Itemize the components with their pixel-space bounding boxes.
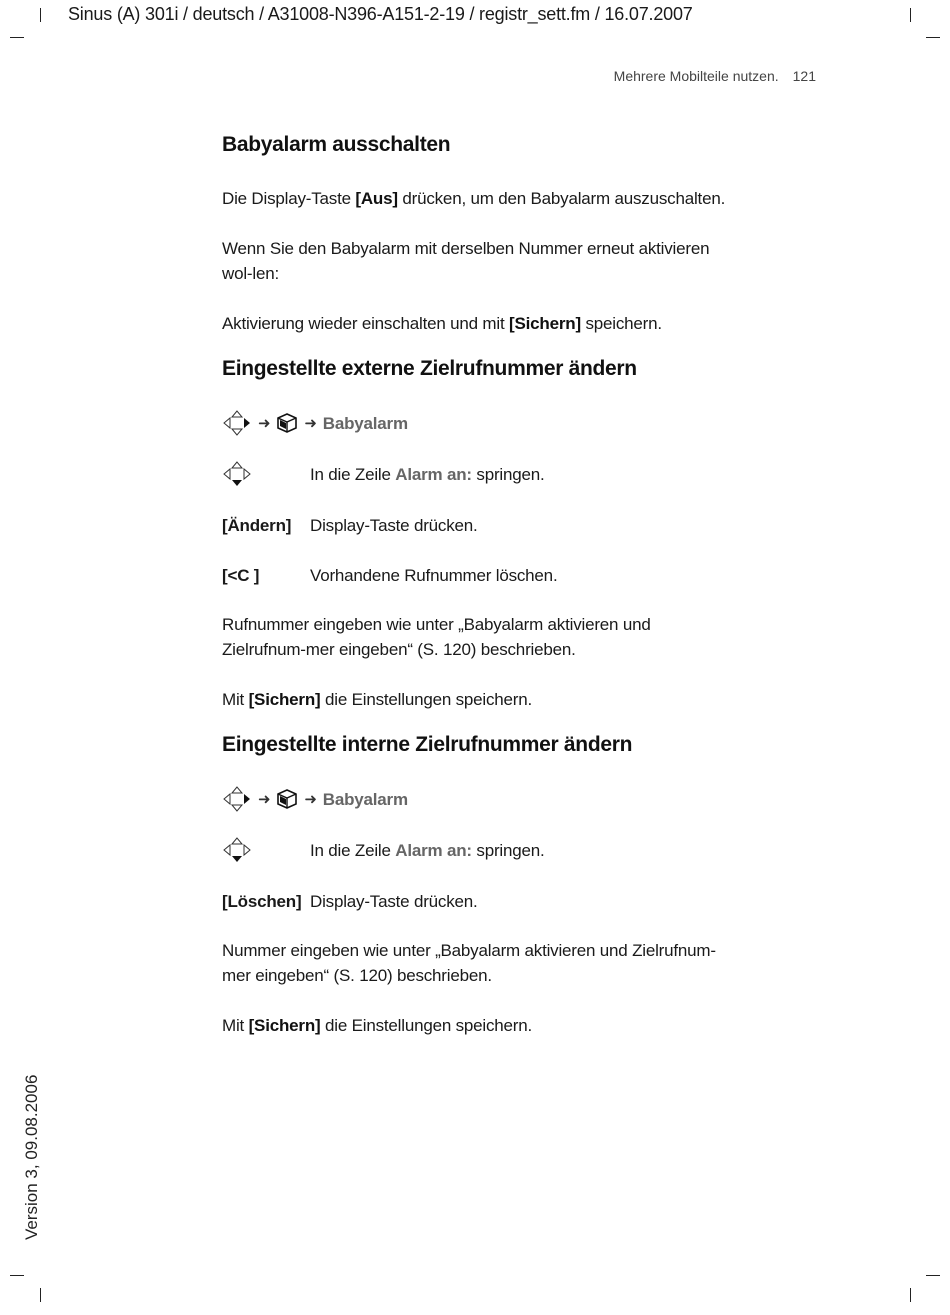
arrow-icon: ➜	[258, 790, 271, 808]
arrow-icon: ➜	[304, 414, 317, 432]
paragraph: Nummer eingeben wie unter „Babyalarm aktivieren und Zielrufnum-mer eingeben“ (S. 120) beschrieben.	[222, 941, 716, 985]
running-head	[614, 68, 816, 84]
step-row: [Löschen] Display-Taste drücken.	[222, 888, 742, 914]
menu-path	[222, 410, 742, 436]
arrow-icon: ➜	[304, 790, 317, 808]
page-number: 121	[792, 68, 816, 84]
crop-mark	[10, 1275, 24, 1276]
display-key-loeschen: [Löschen]	[222, 891, 302, 911]
section-title: Mehrere Mobilteile nutzen.	[613, 68, 779, 84]
crop-mark	[926, 37, 940, 38]
menu-item-babyalarm: Babyalarm	[322, 413, 408, 433]
control-key-right-icon	[222, 409, 252, 437]
menu-path	[222, 786, 742, 812]
paragraph: Mit [Sichern] die Einstellungen speichern.	[222, 690, 533, 709]
crop-mark	[40, 8, 41, 22]
display-key-aendern: [Ändern]	[222, 515, 292, 535]
field-alarm-an: Alarm an:	[395, 840, 472, 860]
display-key-sichern: [Sichern]	[248, 690, 321, 709]
crop-mark	[910, 1288, 911, 1302]
crop-mark	[910, 8, 911, 22]
display-key-sichern: [Sichern]	[248, 1016, 321, 1035]
paragraph: Die Display-Taste [Aus] drücken, um den Babyalarm auszuschalten.	[222, 189, 726, 208]
step-row: In die Zeile Alarm an: springen.	[222, 836, 742, 864]
page-content	[222, 130, 742, 1063]
crop-mark	[40, 1288, 41, 1302]
paragraph: Aktivierung wieder einschalten und mit [Sichern] speichern.	[222, 314, 662, 333]
field-alarm-an: Alarm an:	[395, 464, 472, 484]
menu-cube-icon	[276, 412, 298, 434]
menu-item-babyalarm: Babyalarm	[322, 789, 408, 809]
display-key-aus: [Aus]	[355, 189, 398, 208]
version-note: Version 3, 09.08.2006	[22, 1074, 41, 1240]
crop-mark	[10, 37, 24, 38]
menu-cube-icon	[276, 788, 298, 810]
paragraph: Mit [Sichern] die Einstellungen speichern.	[222, 1016, 533, 1035]
heading-interne-zielrufnummer: Eingestellte interne Zielrufnummer ändern	[222, 733, 633, 756]
crop-mark	[926, 1275, 940, 1276]
file-info-header: Sinus (A) 301i / deutsch / A31008-N396-A151-2-19 / registr_sett.fm / 16.07.2007	[68, 4, 693, 24]
paragraph: Rufnummer eingeben wie unter „Babyalarm aktivieren und Zielrufnum-mer eingeben“ (S. 120) beschrieben.	[222, 615, 651, 659]
step-row: [<C ] Vorhandene Rufnummer löschen.	[222, 562, 742, 588]
arrow-icon: ➜	[258, 414, 271, 432]
control-key-down-icon	[222, 460, 252, 488]
paragraph: Wenn Sie den Babyalarm mit derselben Nummer erneut aktivieren wol-len:	[222, 239, 710, 283]
control-key-right-icon	[222, 785, 252, 813]
display-key-clear: [<C ]	[222, 565, 260, 585]
heading-babyalarm-ausschalten: Babyalarm ausschalten	[222, 133, 451, 156]
step-row: [Ändern] Display-Taste drücken.	[222, 512, 742, 538]
step-row: In die Zeile Alarm an: springen.	[222, 460, 742, 488]
display-key-sichern: [Sichern]	[509, 314, 581, 333]
heading-externe-zielrufnummer: Eingestellte externe Zielrufnummer ändern	[222, 357, 637, 380]
control-key-down-icon	[222, 836, 252, 864]
